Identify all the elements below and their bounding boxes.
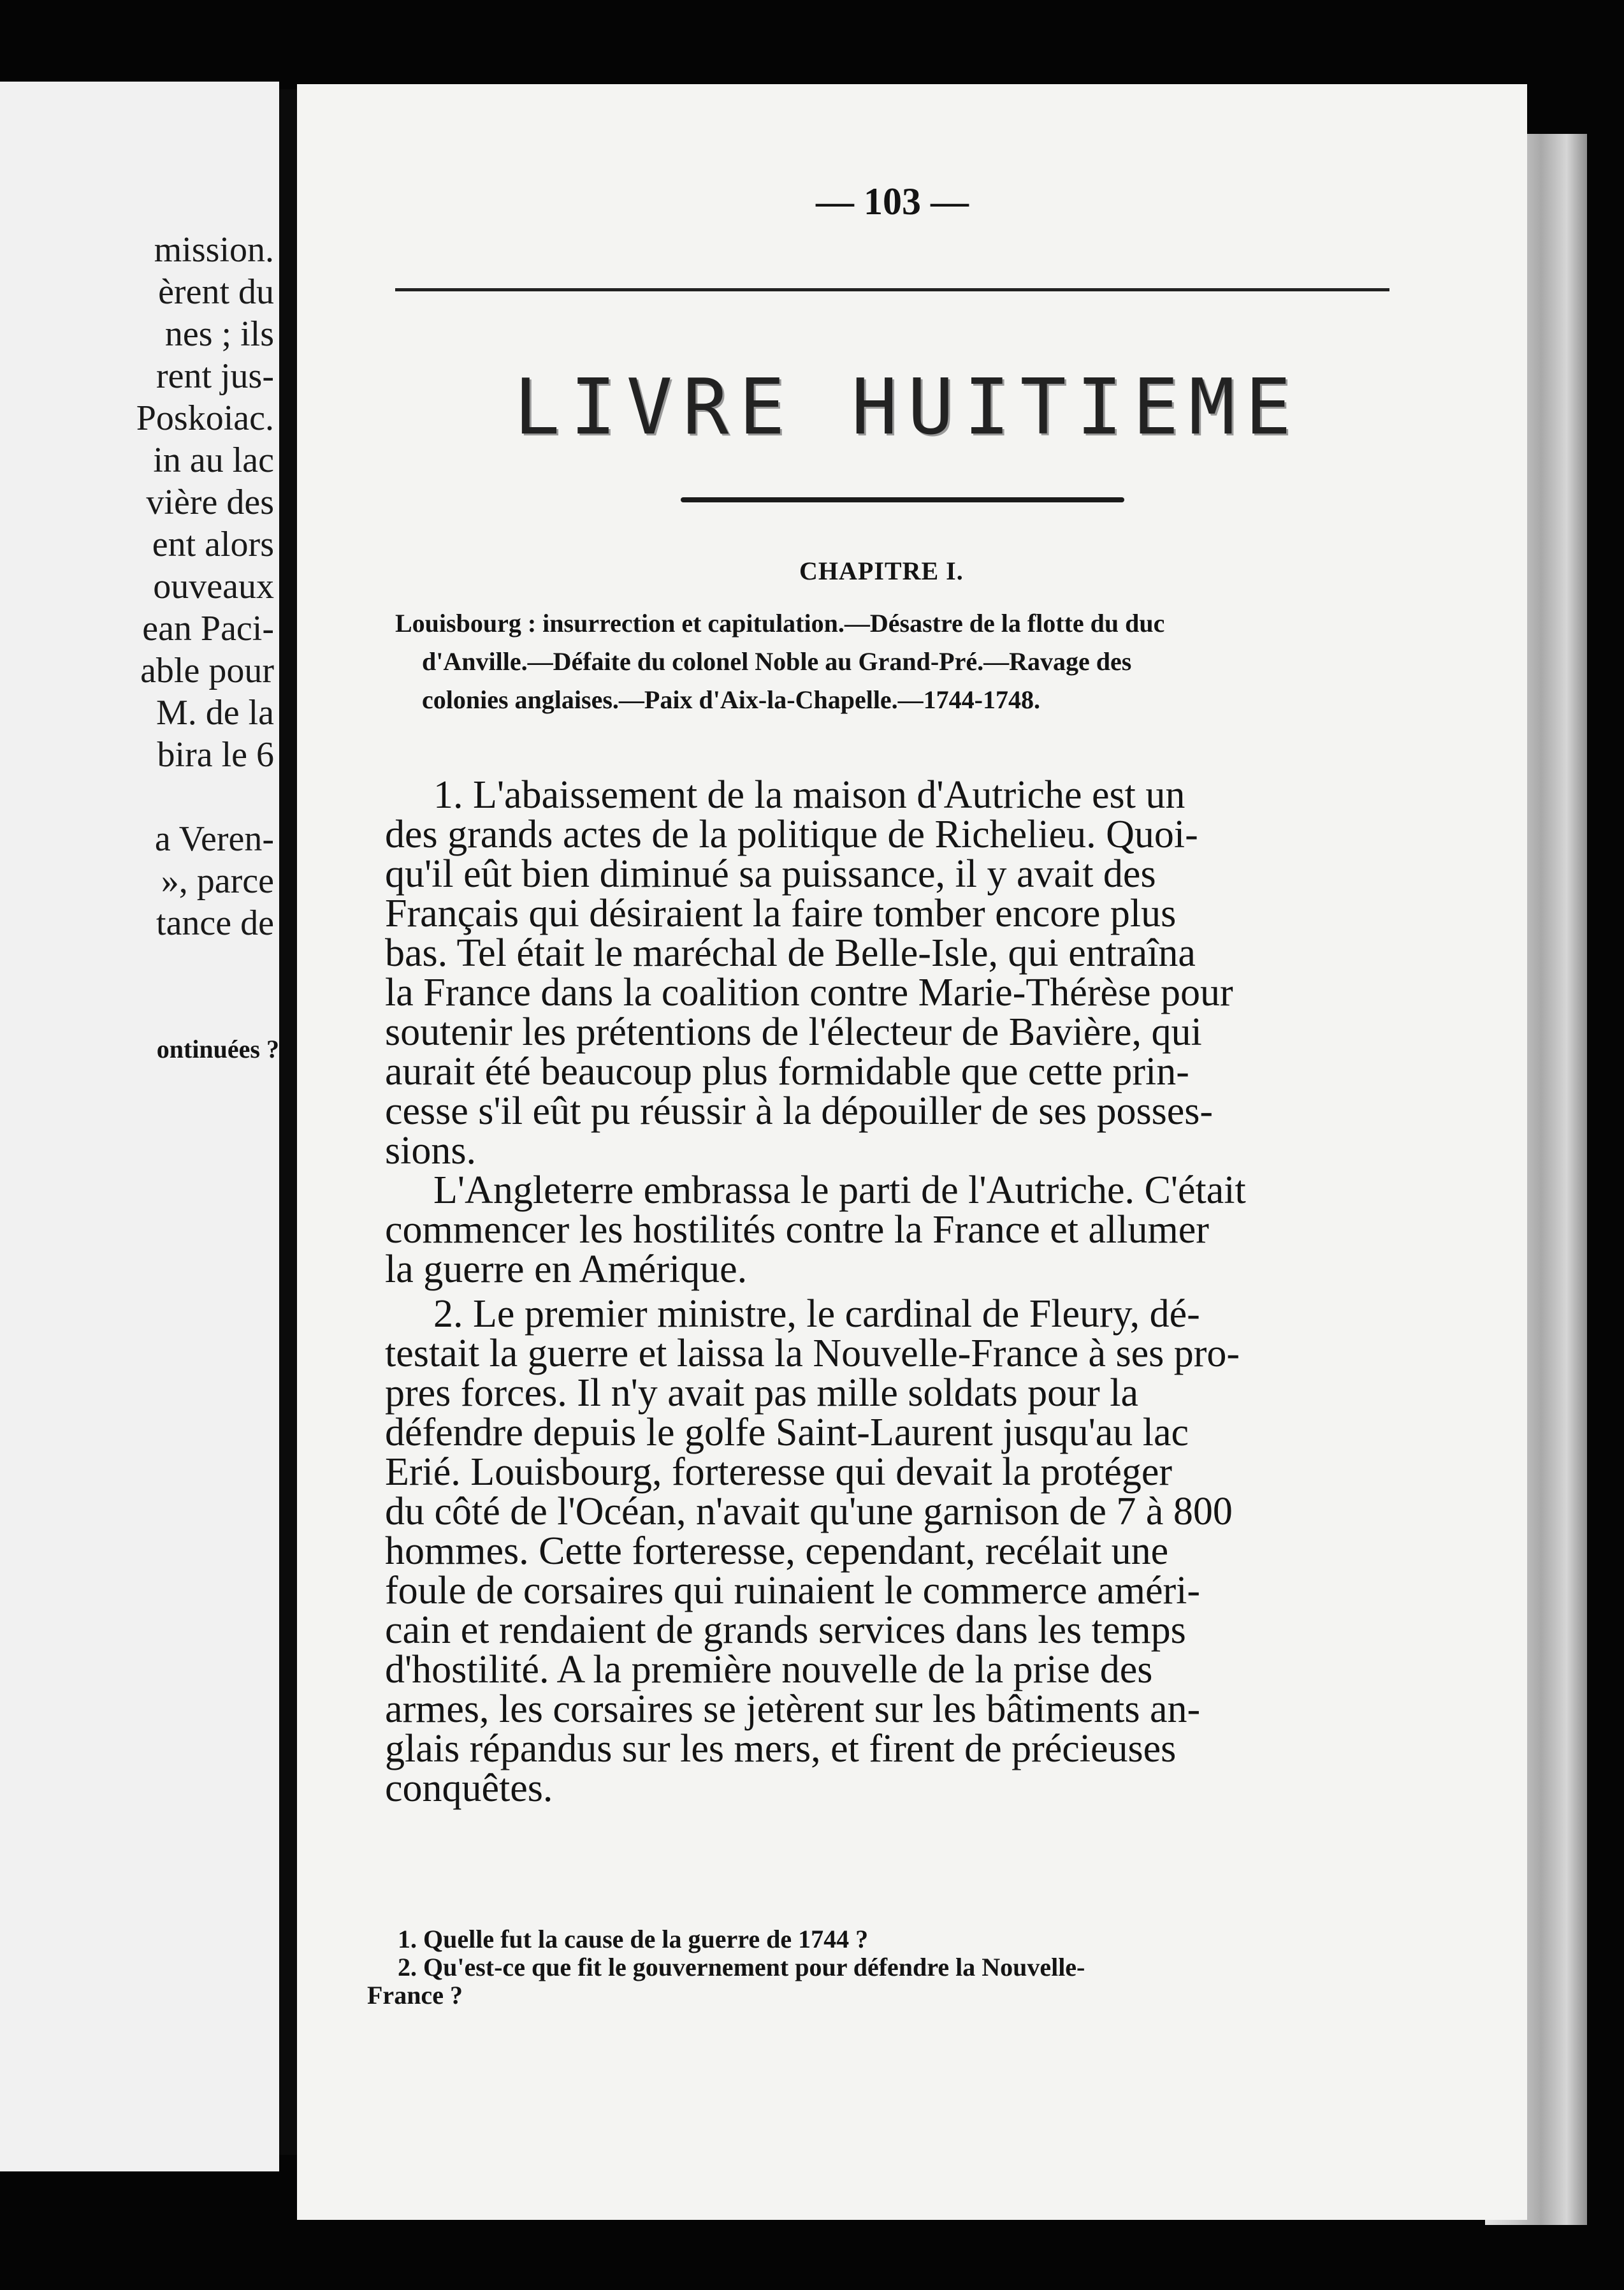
paragraph-line: du côté de l'Océan, n'avait qu'une garnison de 7 à 800 (385, 1490, 1233, 1533)
previous-page-line: èrent du (158, 272, 274, 312)
previous-page-line: vière des (146, 483, 274, 522)
previous-page-line: M. de la (156, 693, 274, 733)
body-text (385, 775, 1383, 1808)
review-questions (367, 1925, 1361, 2009)
paragraph-line: armes, les corsaires se jetèrent sur les bâtiments an- (385, 1688, 1201, 1731)
paragraph-line: glais répandus sur les mers, et firent de précieuses (385, 1727, 1177, 1770)
paragraph-line: d'hostilité. A la première nouvelle de la prise des (385, 1648, 1153, 1691)
summary-line: Louisbourg : insurrection et capitulation.—Désastre de la flotte du duc (395, 609, 1165, 638)
title-rule (681, 497, 1124, 502)
previous-page-line: ouveaux (153, 567, 274, 606)
paragraph-line: des grands actes de la politique de Richelieu. Quoi- (385, 813, 1198, 856)
previous-page-line: rent jus- (156, 356, 274, 396)
header-rule (395, 288, 1389, 291)
summary-line: d'Anville.—Défaite du colonel Noble au Grand-Pré.—Ravage des (422, 647, 1132, 676)
question-line: 1. Quelle fut la cause de la guerre de 1744 ? (398, 1925, 869, 1953)
paragraph-line: hommes. Cette forteresse, cependant, recélait une (385, 1529, 1169, 1573)
paragraph-line: défendre depuis le golfe Saint-Laurent jusqu'au lac (385, 1411, 1189, 1454)
previous-page-line: in au lac (153, 441, 274, 480)
paragraph-line: commencer les hostilités contre la France et allumer (385, 1208, 1209, 1251)
previous-page-line: Poskoiac. (136, 398, 274, 438)
previous-page-question-fragment: ontinuées ? (156, 1035, 279, 1063)
paragraph-line: bas. Tel était le maréchal de Belle-Isle, qui entraîna (385, 931, 1196, 975)
paragraph-line: Erié. Louisbourg, forteresse qui devait la protéger (385, 1450, 1173, 1494)
previous-page-line: ean Paci- (142, 609, 274, 648)
previous-page-line: mission. (154, 230, 274, 270)
paragraph-line: cesse s'il eût pu réussir à la dépouiller de ses posses- (385, 1090, 1214, 1133)
previous-page-line: ent alors (152, 525, 274, 564)
paragraph-line: soutenir les prétentions de l'électeur de Bavière, qui (385, 1010, 1202, 1054)
paragraph-line: 1. L'abaissement de la maison d'Autriche est un (433, 773, 1185, 817)
previous-page-line: bira le 6 (157, 735, 274, 775)
book-title: LIVRE HUITIEME (514, 363, 1301, 452)
chapter-heading: CHAPITRE I. (799, 557, 964, 585)
paragraph-line: conquêtes. (385, 1767, 553, 1810)
chapter-summary (395, 604, 1396, 719)
paragraph-line: cain et rendaient de grands services dans les temps (385, 1608, 1186, 1652)
paragraph-line: L'Angleterre embrassa le parti de l'Autriche. C'était (433, 1169, 1246, 1212)
paragraph-line: la France dans la coalition contre Marie-Thérèse pour (385, 971, 1233, 1014)
paragraph-line: pres forces. Il n'y avait pas mille soldats pour la (385, 1371, 1138, 1415)
question-line: France ? (367, 1981, 463, 2009)
paragraph-line: testait la guerre et laissa la Nouvelle-France à ses pro- (385, 1332, 1240, 1375)
paragraph-line: sions. (385, 1129, 476, 1172)
paragraph-line: foule de corsaires qui ruinaient le commerce améri- (385, 1569, 1201, 1612)
paragraph-line: la guerre en Amérique. (385, 1248, 748, 1291)
previous-page-line: able pour (140, 651, 274, 690)
paragraph-line: aurait été beaucoup plus formidable que cette prin- (385, 1050, 1189, 1093)
summary-line: colonies anglaises.—Paix d'Aix-la-Chapelle.—1744-1748. (422, 685, 1040, 714)
paragraph-line: qu'il eût bien diminué sa puissance, il y avait des (385, 852, 1156, 896)
previous-page-line: tance de (156, 903, 274, 943)
page-number: — 103 — (816, 180, 969, 222)
paragraph-line: Français qui désiraient la faire tomber encore plus (385, 892, 1177, 935)
question-line: 2. Qu'est-ce que fit le gouvernement pour défendre la Nouvelle- (398, 1953, 1085, 1981)
previous-page-line: a Veren- (154, 819, 274, 859)
paragraph-line: 2. Le premier ministre, le cardinal de Fleury, dé- (433, 1292, 1200, 1336)
previous-page-line: nes ; ils (164, 314, 274, 354)
previous-page-line: », parce (161, 861, 274, 901)
